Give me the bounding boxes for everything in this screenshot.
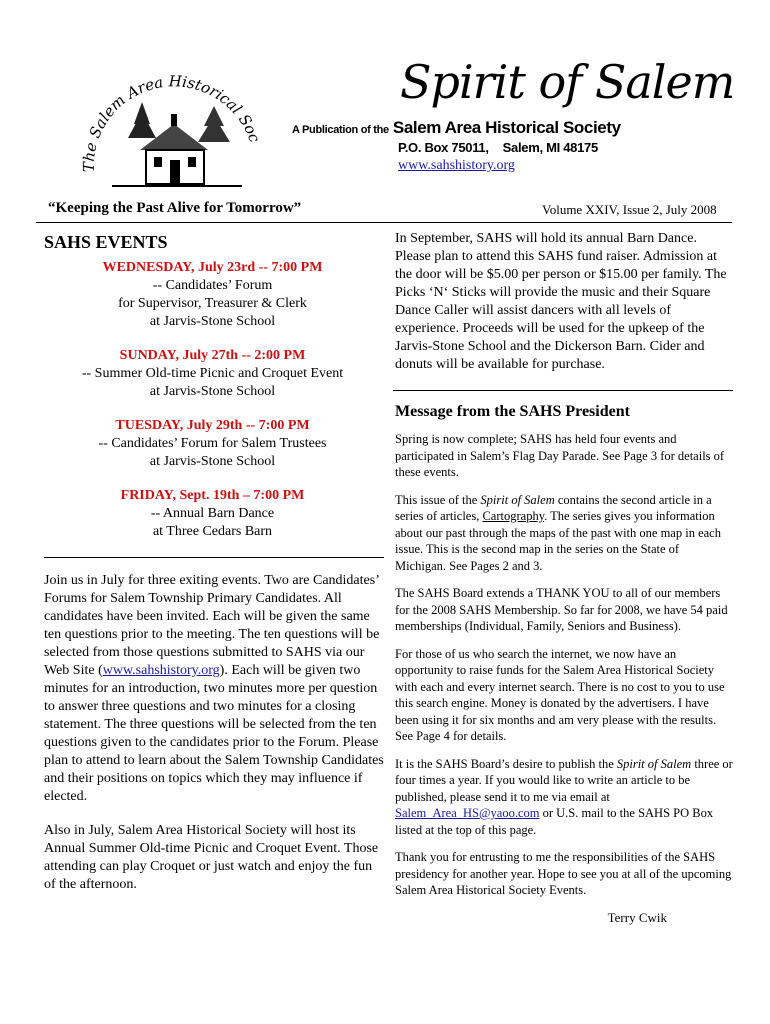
president-paragraph (395, 492, 733, 575)
event-line: -- Candidates’ Forum (152, 278, 273, 293)
text-run: contains the second article in a series of articles, (395, 492, 712, 523)
right-column (393, 228, 733, 926)
email-link[interactable]: Salem_Area_HS@yaoo.com (395, 806, 540, 820)
header-divider (36, 222, 732, 223)
society-logo (72, 62, 272, 202)
text-run: . The series gives you information about our past through the maps of the past with one map in each issue. This is the second map in the series on the State of Michigan. See Pages 2 and 3. (395, 509, 721, 573)
forum-text-a: Join us in July for three exiting events. Two are Candidates’ Forums for Salem Township Primary Candidates. All candidates have been invited. Each will be given the same ten questions prior to the meeting. The ten questions will be selected from those questions submitted to SAHS via our Web Site ( (44, 573, 380, 678)
left-column (40, 228, 385, 910)
event-heading: TUESDAY, July 29th -- 7:00 PM (115, 418, 310, 433)
president-paragraph (395, 756, 733, 839)
event-line: for Supervisor, Treasurer & Clerk (118, 296, 307, 311)
series-title: Cartography (482, 509, 545, 523)
schoolhouse-logo-icon (72, 62, 272, 202)
president-paragraph: For those of us who search the internet, we now have an opportunity to raise funds for the Salem Area Historical Society with each and every internet search. There is no cost to you to use this search engine. Money is donated by the advertisers. I have been using it for six months and am very please with the results. See Page 4 for details. (395, 646, 725, 743)
text-run: This issue of the (395, 492, 481, 507)
text-run: three or four times a year. If you would like to write an article to be published, please send it to me via email at (395, 756, 733, 804)
message-title: Message from the SAHS President (395, 403, 630, 420)
publication-line (292, 118, 621, 138)
event-item (40, 259, 385, 331)
event-item (40, 347, 385, 401)
events-title: SAHS EVENTS (44, 232, 168, 252)
city-zip: Salem, MI 48175 (502, 140, 598, 155)
slogan: “Keeping the Past Alive for Tomorrow” (48, 200, 302, 216)
event-heading: FRIDAY, Sept. 19th – 7:00 PM (120, 488, 305, 503)
po-box: P.O. Box 75011, (398, 140, 489, 155)
text-run: or U.S. mail to the SAHS PO Box listed at the top of this page. (395, 806, 714, 837)
website-inline-link[interactable]: www.sahshistory.org (102, 663, 220, 678)
event-line: -- Candidates’ Forum for Salem Trustees (98, 436, 327, 451)
text-run: It is the SAHS Board’s desire to publish the (395, 756, 617, 771)
forum-paragraph (44, 572, 385, 806)
forum-text-b: ). Each will be given two minutes for an introduction, two minutes more per question to answer three questions and two minutes for a closing statement. The three questions will be selected from the ten questions given to the candidates prior to the Forum. Please plan to attend to learn about the Salem Township Candidates and their positions on topics which they may influence if elected. (44, 663, 384, 804)
event-line: -- Summer Old-time Picnic and Croquet Event (81, 366, 344, 381)
volume-issue: Volume XXIV, Issue 2, July 2008 (542, 202, 717, 217)
event-line: at Jarvis-Stone School (149, 454, 276, 469)
society-name: Salem Area Historical Society (392, 118, 621, 137)
barn-dance-paragraph: In September, SAHS will hold its annual Barn Dance. Please plan to attend this SAHS fund raiser. Admission at the door will be $5.00 per person or $15.00 per family. The Picks ‘N‘ Sticks will provide the music and their Square Dance Caller will assist dancers with all levels of experience. Proceeds will be used for the upkeep of the Jarvis-Stone School and the Dickerson Barn. Cider and donuts will be available for purchase. (395, 231, 727, 372)
publication-name: Spirit of Salem (616, 756, 692, 771)
president-paragraph: The SAHS Board extends a THANK YOU to all of our members for the 2008 SAHS Membership. So far for 2008, we have 54 paid memberships (Individual, Family, Seniors and Business). (395, 586, 728, 633)
event-line: at Jarvis-Stone School (149, 314, 276, 329)
signature: Terry Cwik (607, 909, 667, 925)
events-divider (44, 557, 384, 558)
president-paragraph: Spring is now complete; SAHS has held four events and participated in Salem’s Flag Day Parade. See Page 3 for details of these events. (395, 432, 725, 479)
event-item (40, 487, 385, 541)
masthead-title: Spirit of Salem (400, 55, 735, 109)
publication-name: Spirit of Salem (480, 492, 555, 507)
event-item (40, 417, 385, 471)
mailing-address (398, 140, 598, 155)
president-paragraph: Thank you for entrusting to me the responsibilities of the SAHS presidency for another year. Hope to see you at all of the upcoming Salem Area Historical Society Events. (395, 850, 732, 897)
event-heading: SUNDAY, July 27th -- 2:00 PM (119, 348, 306, 363)
section-divider (393, 390, 733, 391)
logo-text: The Salem Area Historical Soc (79, 72, 264, 173)
event-line: at Three Cedars Barn (152, 524, 273, 539)
event-line: at Jarvis-Stone School (149, 384, 276, 399)
website-link[interactable]: www.sahshistory.org (398, 158, 515, 173)
event-heading: WEDNESDAY, July 23rd -- 7:00 PM (102, 260, 323, 275)
picnic-paragraph: Also in July, Salem Area Historical Society will host its Annual Summer Old-time Picnic and Croquet Event. Those attending can play Croquet or just watch and enjoy the fun of the afternoon. (44, 823, 379, 892)
event-line: -- Annual Barn Dance (150, 506, 275, 521)
publication-prefix: A Publication of the (292, 124, 389, 136)
